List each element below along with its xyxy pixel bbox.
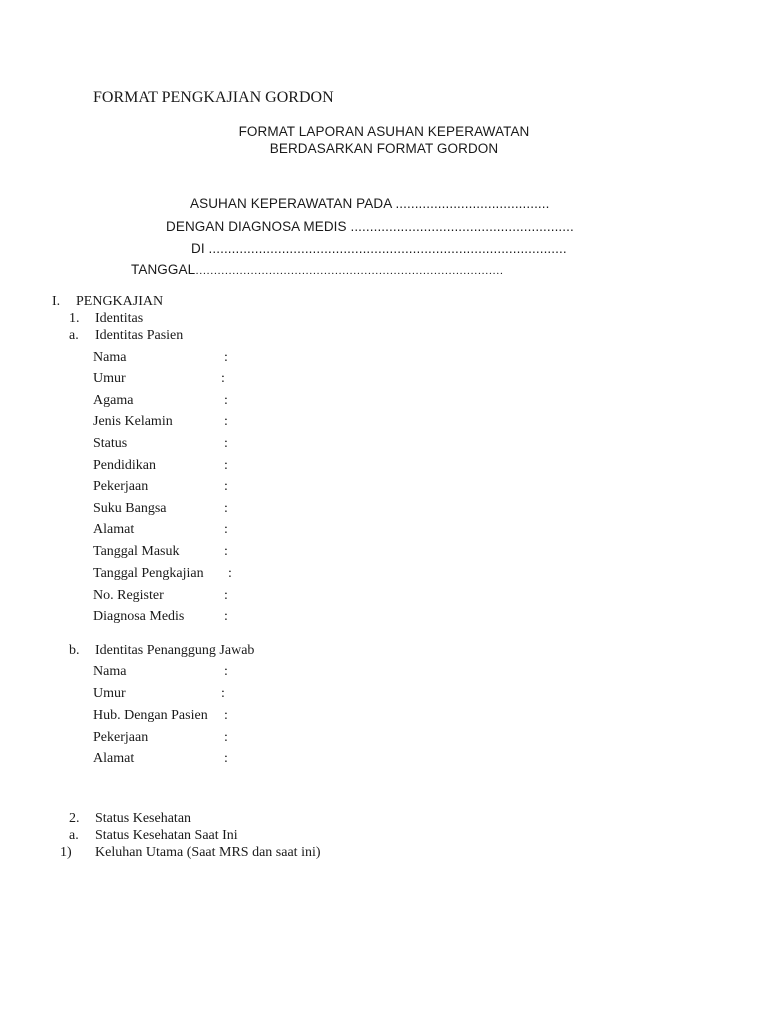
field-label: Pendidikan bbox=[93, 458, 156, 473]
field-colon: : bbox=[224, 393, 228, 408]
tanggal-label: TANGGAL bbox=[131, 262, 196, 277]
field-colon: : bbox=[224, 350, 228, 365]
field-label: Hub. Dengan Pasien bbox=[93, 708, 208, 723]
pasien-title: Identitas Pasien bbox=[95, 328, 184, 343]
field-label: Nama bbox=[93, 664, 127, 679]
section-title: PENGKAJIAN bbox=[76, 294, 164, 309]
field-label: No. Register bbox=[93, 588, 164, 603]
header-tanggal bbox=[131, 263, 503, 277]
field-colon: : bbox=[224, 414, 228, 429]
field-label: Tanggal Pengkajian bbox=[93, 566, 204, 581]
identitas-title: Identitas bbox=[95, 311, 144, 326]
field-colon: : bbox=[224, 730, 228, 745]
pasien-letter: a. bbox=[69, 328, 79, 343]
field-label: Umur bbox=[93, 686, 126, 701]
tanggal-dots: ………………………………………………………………………… bbox=[195, 265, 504, 277]
field-colon: : bbox=[224, 588, 228, 603]
subtitle-line-2: BERDASARKAN FORMAT GORDON bbox=[269, 141, 499, 156]
header-asuhan: ASUHAN KEPERAWATAN PADA ........................................ bbox=[190, 196, 550, 211]
keluhan-title: Keluhan Utama (Saat MRS dan saat ini) bbox=[95, 845, 321, 860]
field-colon: : bbox=[224, 436, 228, 451]
field-label: Suku Bangsa bbox=[93, 501, 167, 516]
status-sub-title: Status Kesehatan Saat Ini bbox=[95, 828, 238, 843]
field-label: Nama bbox=[93, 350, 127, 365]
field-label: Diagnosa Medis bbox=[93, 609, 185, 624]
field-label: Pekerjaan bbox=[93, 479, 149, 494]
field-colon: : bbox=[224, 458, 228, 473]
field-label: Pekerjaan bbox=[93, 730, 149, 745]
field-colon: : bbox=[221, 686, 225, 701]
field-label: Alamat bbox=[93, 751, 135, 766]
field-colon: : bbox=[221, 371, 225, 386]
status-number: 2. bbox=[69, 811, 80, 826]
document-title: FORMAT PENGKAJIAN GORDON bbox=[93, 89, 334, 106]
field-label: Alamat bbox=[93, 522, 135, 537]
field-label: Status bbox=[93, 436, 128, 451]
field-label: Agama bbox=[93, 393, 134, 408]
field-colon: : bbox=[224, 544, 228, 559]
subtitle-line-1: FORMAT LAPORAN ASUHAN KEPERAWATAN bbox=[238, 124, 530, 139]
field-colon: : bbox=[228, 566, 232, 581]
field-colon: : bbox=[224, 479, 228, 494]
field-colon: : bbox=[224, 522, 228, 537]
field-colon: : bbox=[224, 609, 228, 624]
field-label: Jenis Kelamin bbox=[93, 414, 173, 429]
section-numeral: I. bbox=[52, 294, 61, 309]
header-diagnosa: DENGAN DIAGNOSA MEDIS .......................................................... bbox=[166, 219, 574, 234]
status-sub-letter: a. bbox=[69, 828, 79, 843]
header-di: DI ............................................................................................. bbox=[191, 241, 567, 256]
penanggung-title: Identitas Penanggung Jawab bbox=[95, 643, 255, 658]
field-colon: : bbox=[224, 751, 228, 766]
field-label: Tanggal Masuk bbox=[93, 544, 180, 559]
field-colon: : bbox=[224, 708, 228, 723]
field-label: Umur bbox=[93, 371, 126, 386]
penanggung-letter: b. bbox=[69, 643, 80, 658]
identitas-number: 1. bbox=[69, 311, 80, 326]
status-title: Status Kesehatan bbox=[95, 811, 192, 826]
field-colon: : bbox=[224, 664, 228, 679]
field-colon: : bbox=[224, 501, 228, 516]
keluhan-number: 1) bbox=[60, 845, 72, 860]
